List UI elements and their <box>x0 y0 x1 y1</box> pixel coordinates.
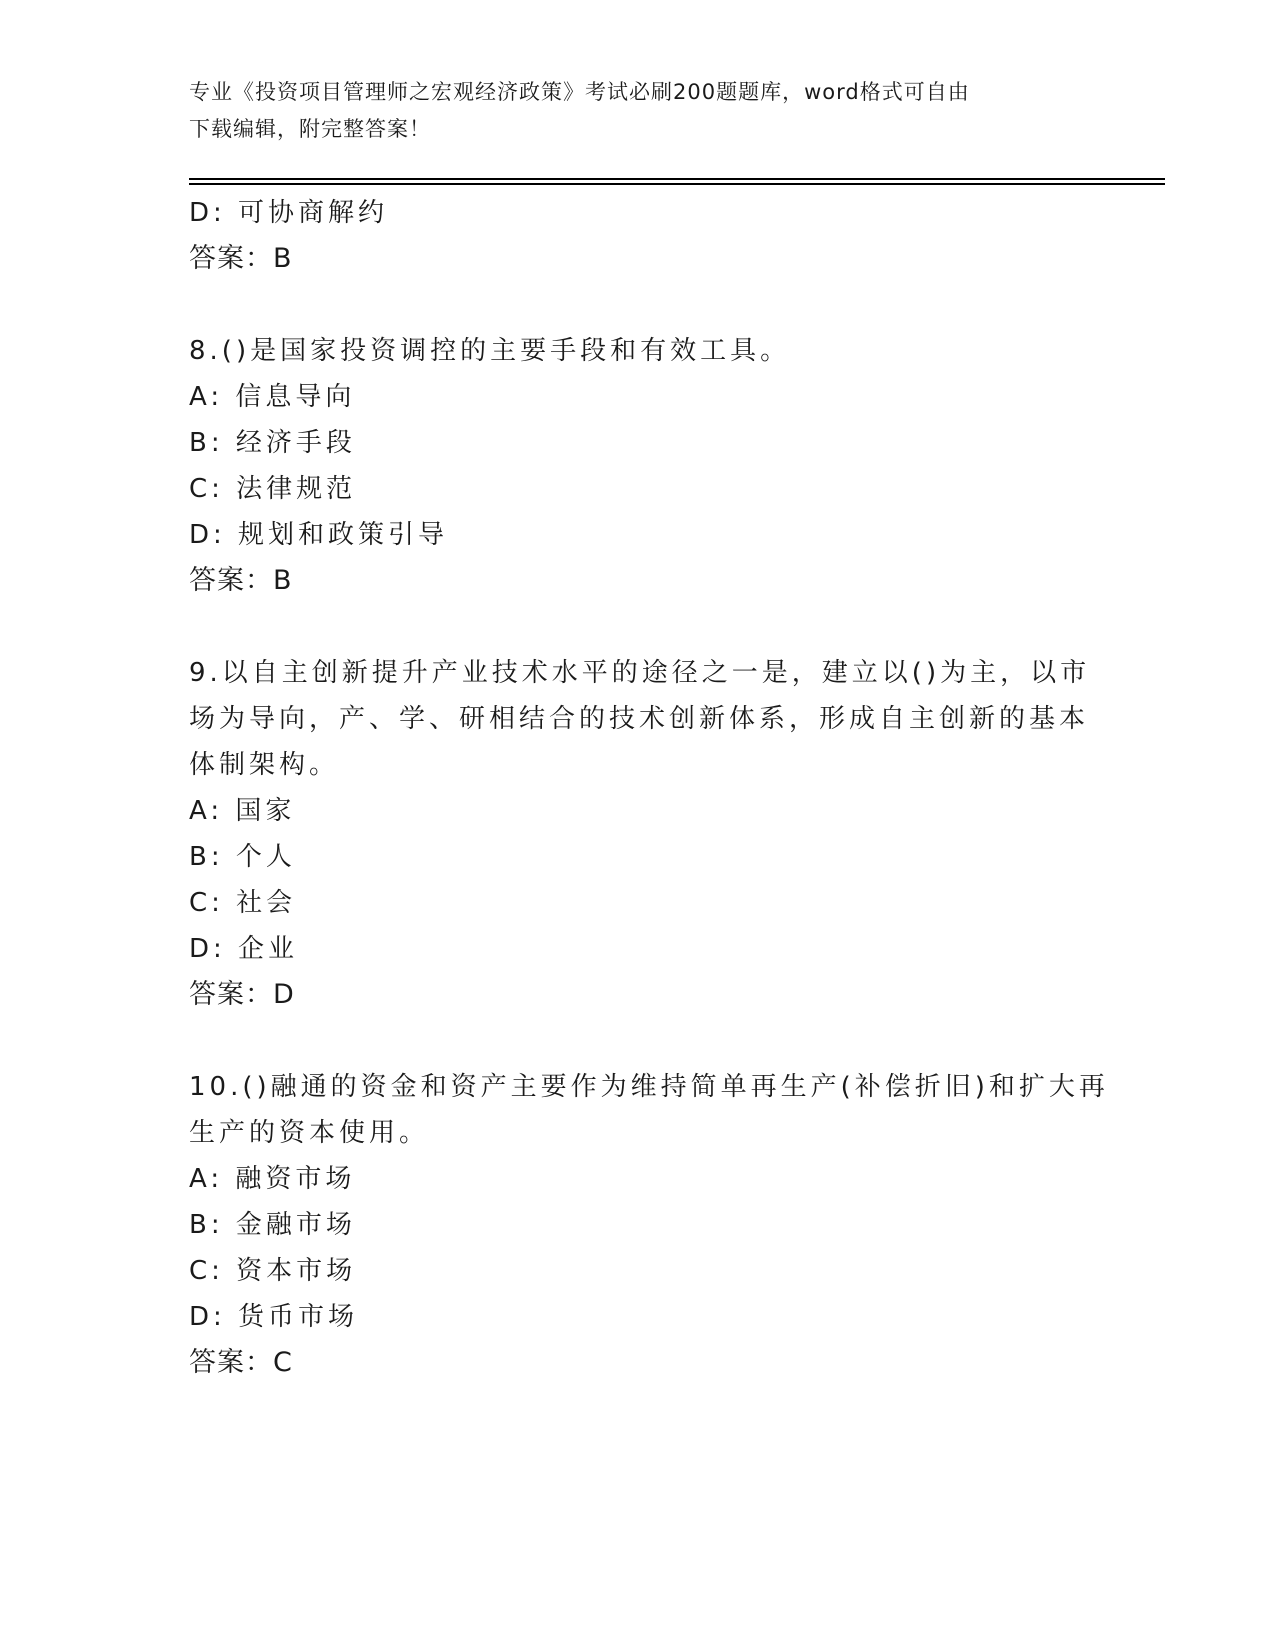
question-stem: 8.()是国家投资调控的主要手段和有效工具。 <box>189 336 791 366</box>
option-a: A: 国家 <box>189 796 296 826</box>
option-a: A: 融资市场 <box>189 1164 356 1194</box>
option-b: B: 金融市场 <box>189 1210 356 1240</box>
answer-line: 答案：C <box>189 1347 293 1378</box>
spacer <box>189 604 1089 650</box>
question-stem-line-1: 10.()融通的资金和资产主要作为维持简单再生产(补偿折旧)和扩大再 <box>189 1072 1109 1102</box>
option-d: D: 货币市场 <box>189 1302 359 1332</box>
spacer <box>189 1018 1089 1064</box>
option-d: D: 企业 <box>189 934 299 964</box>
header-divider-bottom <box>189 183 1165 185</box>
option-c: C: 社会 <box>189 888 297 918</box>
answer-line: 答案：D <box>189 979 295 1010</box>
spacer <box>189 282 1089 328</box>
option-b: B: 经济手段 <box>189 428 356 458</box>
question-8 <box>189 328 1089 604</box>
document-header <box>189 74 1089 148</box>
question-stem-line-1: 9.以自主创新提升产业技术水平的途径之一是，建立以()为主，以市 <box>189 658 1091 688</box>
header-line-1: 专业《投资项目管理师之宏观经济政策》考试必刷200题题库，word格式可自由 <box>189 80 970 104</box>
option-c: C: 法律规范 <box>189 474 357 504</box>
question-stem-line-2: 生产的资本使用。 <box>189 1118 430 1148</box>
header-divider-top <box>189 178 1165 180</box>
question-9 <box>189 650 1089 1018</box>
option-d: D: 可协商解约 <box>189 198 389 228</box>
header-line-2: 下载编辑，附完整答案！ <box>189 117 431 141</box>
answer-line: 答案：B <box>189 565 293 596</box>
previous-question-tail <box>189 190 1089 282</box>
question-stem-line-2: 场为导向，产、学、研相结合的技术创新体系，形成自主创新的基本 <box>189 704 1090 734</box>
question-list <box>189 190 1109 1386</box>
option-a: A: 信息导向 <box>189 382 356 412</box>
option-c: C: 资本市场 <box>189 1256 357 1286</box>
option-d: D: 规划和政策引导 <box>189 520 449 550</box>
answer-line: 答案：B <box>189 243 293 274</box>
option-b: B: 个人 <box>189 842 296 872</box>
question-10 <box>189 1064 1109 1386</box>
question-stem-line-3: 体制架构。 <box>189 750 340 780</box>
